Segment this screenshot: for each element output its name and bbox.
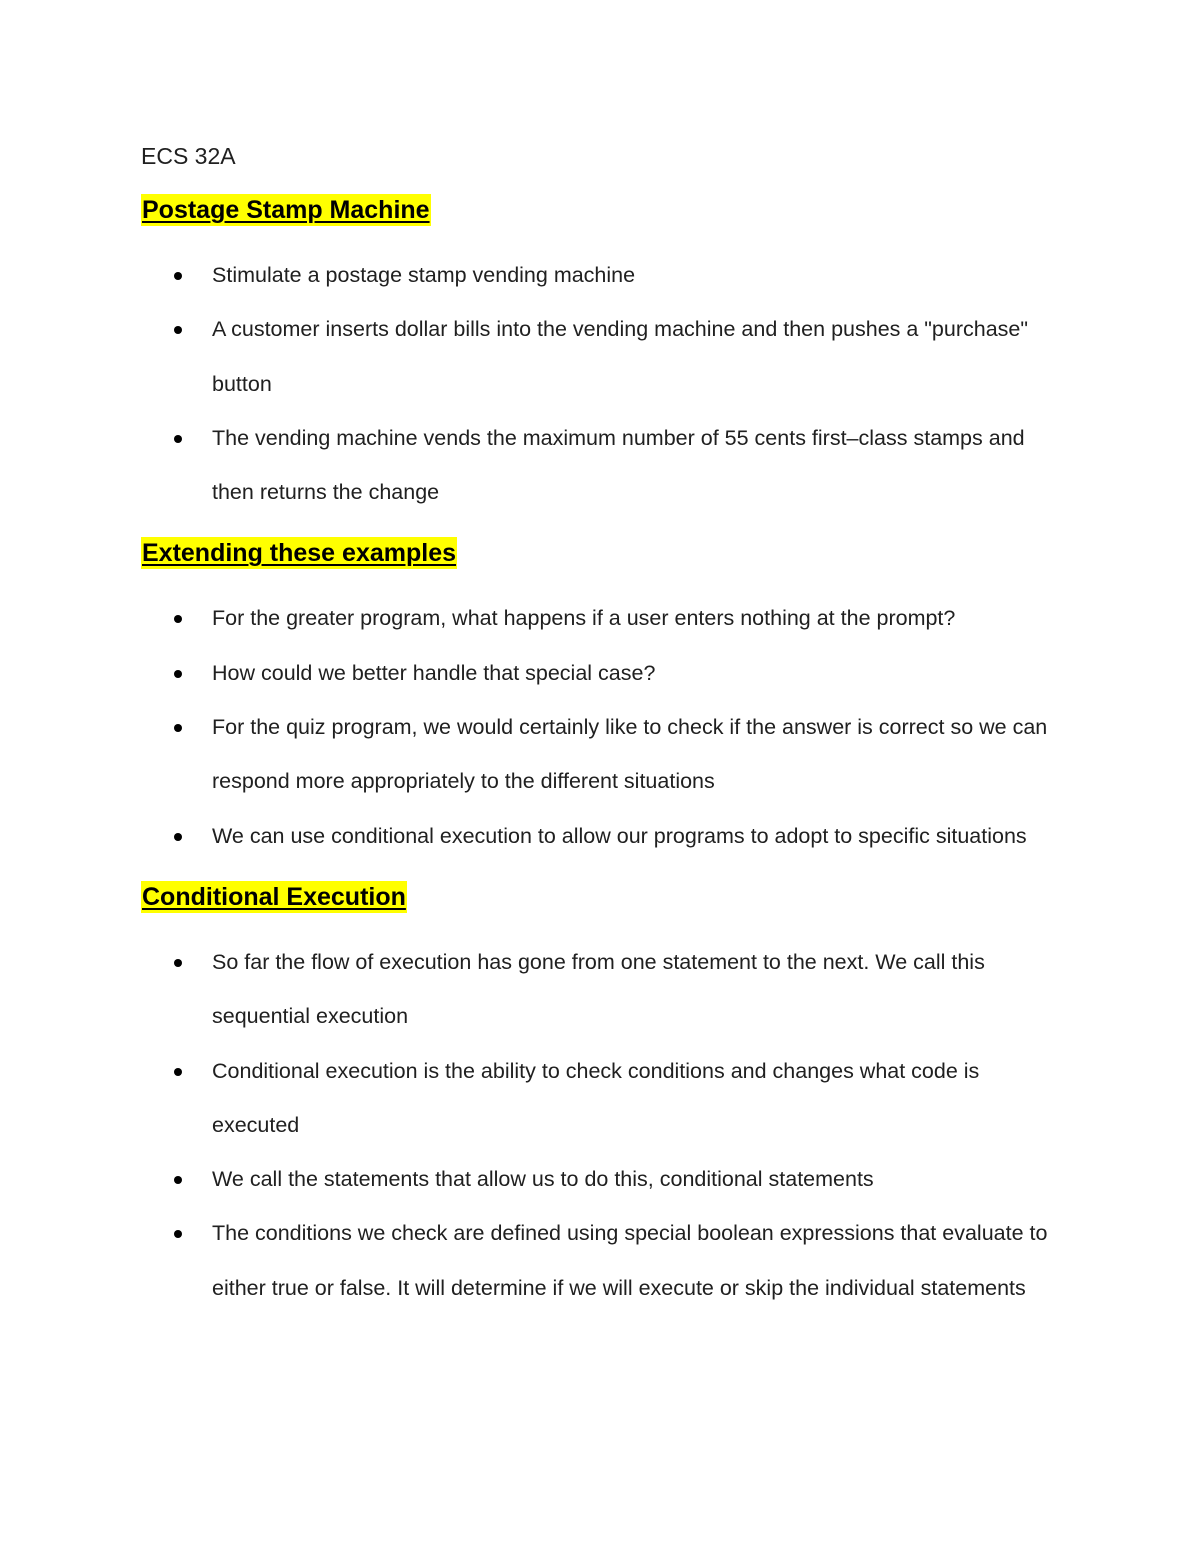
list-item-text: For the greater program, what happens if a user enters nothing at the prompt? xyxy=(212,606,956,631)
bullet-icon xyxy=(174,615,182,623)
bullet-icon xyxy=(174,435,182,443)
list-item xyxy=(141,411,1071,520)
bullet-icon xyxy=(174,670,182,678)
course-code: ECS 32A xyxy=(141,143,236,169)
bullet-icon xyxy=(174,272,182,280)
bullet-icon xyxy=(174,1230,182,1238)
bullet-list xyxy=(141,591,1071,862)
list-item-text: For the quiz program, we would certainly like to check if the answer is correct so we can respond more appropriately to the different situations xyxy=(212,715,1048,794)
list-item-text: The vending machine vends the maximum number of 55 cents first–class stamps and then returns the change xyxy=(212,425,1025,505)
list-item-text: Stimulate a postage stamp vending machine xyxy=(212,263,636,287)
list-item xyxy=(141,935,1071,1044)
bullet-icon xyxy=(174,1068,182,1076)
section-heading-conditional-execution: Conditional Execution xyxy=(142,882,406,911)
list-item xyxy=(141,1152,1071,1206)
list-item xyxy=(141,809,1071,863)
section-heading-postage-stamp-machine: Postage Stamp Machine xyxy=(142,196,430,224)
bullet-icon xyxy=(174,724,182,732)
document-page xyxy=(141,138,1071,1333)
bullet-icon xyxy=(174,833,182,841)
list-item xyxy=(141,700,1071,809)
list-item-text: A customer inserts dollar bills into the vending machine and then pushes a "purchase" button xyxy=(212,317,1029,396)
list-item-text: The conditions we check are defined using special boolean expressions that evaluate to either true or false. It will determine if we will execute or skip the individual statements xyxy=(212,1221,1048,1300)
bullet-icon xyxy=(174,959,182,967)
bullet-icon xyxy=(174,326,182,334)
list-item-text: We can use conditional execution to allow our programs to adopt to specific situations xyxy=(212,823,1027,848)
section-heading-extending-these-examples: Extending these examples xyxy=(142,539,457,568)
section-heading-wrap xyxy=(141,194,1071,230)
list-item-text: We call the statements that allow us to do this, conditional statements xyxy=(212,1167,874,1192)
list-item xyxy=(141,591,1071,645)
list-item xyxy=(141,646,1071,700)
list-item xyxy=(141,248,1071,302)
list-item-text: How could we better handle that special case? xyxy=(212,660,656,685)
bullet-list xyxy=(141,248,1071,519)
list-item xyxy=(141,1206,1071,1315)
list-item xyxy=(141,302,1071,411)
list-item xyxy=(141,1044,1071,1153)
bullet-icon xyxy=(174,1176,182,1184)
list-item-text: So far the flow of execution has gone from one statement to the next. We call this sequential execution xyxy=(212,949,985,1029)
bullet-list xyxy=(141,935,1071,1315)
list-item-text: Conditional execution is the ability to check conditions and changes what code is executed xyxy=(212,1058,980,1137)
section-heading-wrap xyxy=(141,537,1071,573)
section-heading-wrap xyxy=(141,881,1071,917)
